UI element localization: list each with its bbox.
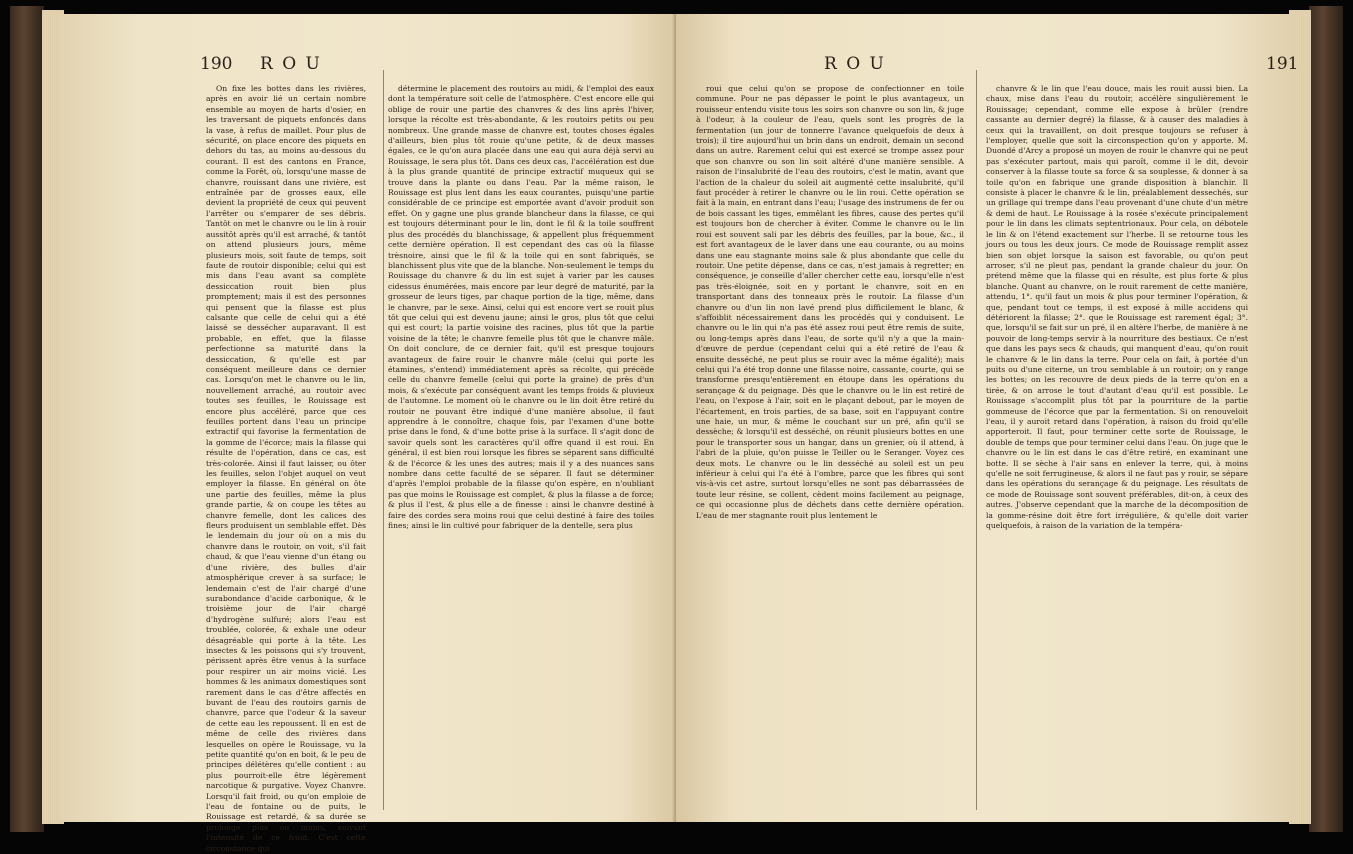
book-cover-right — [1309, 6, 1343, 832]
left-page-column-area — [60, 14, 378, 853]
book-cover-left — [10, 6, 44, 832]
column-text: On fixe les bottes dans les rivières, après en avoir lié un certain nombre ensemble au moyen de harts d'osier, en les traversant de piquets enfoncés dans la vase, à refus de maillet. Pour plus de sécurité, on place encore des piquets en dehors du tas, au moins au-dessous du courant. Il est des cantons en France, comme la Forêt, où, lorsqu'une masse de chanvre, rouissant dans une rivière, est entraînée par de grosses eaux, elle devient la propriété de ceux qui peuvent l'arrêter ou s'emparer de ses débris. Tantôt on met le chanvre ou le lin à rouir aussitôt après qu'il est arraché, & tantôt on attend plusieurs jours, même plusieurs mois, soit faute de temps, soit faute de routoir disponible; celui qui est mis dans l'eau avant sa complète dessiccation rouit bien plus promptement; mais il est des personnes qui pensent que la filasse est plus calsante que celle de celui qui a été laissé se dessécher auparavant. Il est probable, en effet, que la filasse perfectionne sa maturité dans la dessiccation, & qu'elle est par conséquent meilleure dans ce dernier cas. Lorsqu'on met le chanvre ou le lin, nouvellement arraché, au routoir avec toutes ses feuilles, le Rouissage est encore plus accéléré, parce que ces feuilles portent dans l'eau un principe extractif qui favorise la fermentation de la gomme de l'écorce; mais la filasse qui résulte de l'opération, dans ce cas, est très-colorée. Ainsi il faut laisser, ou ôter les feuilles, selon l'objet auquel on veut employer la filasse. En général on ôte une partie des feuilles, même la plus grande partie, & on coupe les têtes au chanvre femelle, dont les calices des fleurs produisent un semblable effet. Dès le lendemain du jour où on a mis du chanvre dans le routoir, on voit, s'il fait chaud, & que l'eau vienne d'un étang ou d'une rivière, des bulles d'air atmosphérique crever à sa surface; le lendemain c'est de l'air chargé d'une surabondance d'acide carbonique, & le troisième jour de l'air chargé d'hydrogène sulfuré; alors l'eau est troublée, colorée, & exhale une odeur désagréable qui porte à la tête. Les insectes & les poissons qui s'y trouvent, périssent après être venus à la surface pour respirer un air moins vicié. Les hommes & les animaux domestiques sont rarement dans le cas d'être affectés en buvant de l'eau des routoirs garnis de chanvre, parce que l'odeur & la saveur de cette eau les repoussent. Il en est de même de celle des rivières dans lesquelles on opère le Rouissage, vu la petite quantité qu'on en boit, & le peu de principes délétères qu'elle contient : au plus pourroit-elle être légèrement narcotique & purgative. Voyez Chanvre. Lorsqu'il fait froid, ou qu'on emploie de l'eau de fontaine ou de puits, le Rouissage est retardé, & sa durée se prolonge plus ou moins, suivant l'intensité de ce froid. C'est cette circonstance qui — [206, 84, 366, 853]
column-text: roui que celui qu'on se propose de confectionner en toile commune. Pour ne pas dépasser le point le plus avantageux, un rouisseur entendu visite tous les soirs son chanvre ou son lin, & juge à l'odeur, à la couleur de l'eau, quels sont les progrès de la fermentation (un jour de tonnerre l'avance quelquefois de deux à trois); il tire aujourd'hui un brin dans un endroit, demain un second dans un autre. Rarement celui qui est exercé se trompe assez pour que son chanvre ou son lin soit altéré d'une manière sensible. A raison de l'insalubrité de l'eau des routoirs, c'est le matin, avant que l'action de la chaleur du soleil ait augmenté cette insalubrité, qu'il faut procéder à retirer le chanvre ou le lin roui. Cette opération se fait à la main, en entrant dans l'eau; l'usage des instrumens de fer ou de bois cassant les tiges, emmêlant les fibres, cause des pertes qu'il est toujours bon de chercher à éviter. Comme le chanvre ou le lin roui est souvent sali par les débris des feuilles, par la boue, &c., il est fort avantageux de le laver dans une eau courante, ou au moins dans une eau stagnante moins sale & plus abondante que celle du routoir. Une petite dépense, dans ce cas, n'est jamais à regretter; en conséquence, je conseille d'aller chercher cette eau, lorsqu'elle n'est pas très-éloignée, soit en y portant le chanvre, soit en en transportant dans des tonneaux près le routoir. La filasse d'un chanvre ou d'un lin non lavé prend plus difficilement le blanc, & s'affoiblit nécessairement dans les procédés qui y conduisent. Le chanvre ou le lin qui n'a pas été assez roui peut être remis de suite, ou long-temps après dans l'eau, de sorte qu'il n'y a que la main-d'œuvre de perdue (cependant celui qui a été retiré de l'eau & ensuite desséché, ne peut plus se rouir avec la même égalité); mais celui qui l'a été trop donne une filasse noire, cassante, courte, qui se transforme presqu'entièrement en étoupe dans les opérations du serançage & du peignage. Dès que le chanvre ou le lin est retiré de l'eau, on l'expose à l'air, soit en le plaçant debout, par le moyen de l'écartement, en trois parties, de sa base, soit en l'appuyant contre une haie, un mur, & même le couchant sur un pré, afin qu'il se dessèche; & lorsqu'il est desséché, on réunit plusieurs bottes en une pour le transporter sous un hangar, dans un grenier, où il attend, à l'abri de la pluie, qu'on puisse le Teiller ou le Seranger. Voyez ces deux mots. Le chanvre ou le lin desséché au soleil est un peu inférieur à celui qui l'a été à l'ombre, parce que les fibres qui sont vis-à-vis cet astre, surtout lorsqu'elles ne sont pas débarrassées de toute leur résine, se collent, cèdent moins facilement au peignage, ce qui occasionne plus de déchets dans cette dernière opération. L'eau de mer stagnante rouit plus lentement le — [696, 84, 964, 520]
right-page-column-2 — [986, 84, 1248, 531]
right-page-number: 191 — [1266, 54, 1299, 74]
left-page-header: R O U — [260, 54, 322, 74]
right-page-column-1 — [696, 84, 964, 521]
right-page-column-area — [676, 14, 976, 822]
right-page-column-area-2 — [976, 14, 1299, 822]
left-page-column-1 — [206, 84, 366, 854]
column-text: chanvre & le lin que l'eau douce, mais les rouit aussi bien. La chaux, mise dans l'eau du routoir, accélère singulièrement le Rouissage; cependant, comme elle expose à brûler (rendre cassante au dernier degré) la filasse, & à causer des maladies à ceux qui la travaillent, on doit presque toujours se refuser à l'employer, quelle que soit la circonspection qu'on y apporte. M. Duondé d'Arcy a proposé un moyen de rouir le chanvre qui ne peut pas s'exécuter partout, mais qui paroît, comme il le dit, devoir conserver à la filasse toute sa force & sa souplesse, & donner à sa toile qu'on en fabrique une grande disposition à blanchir. Il consiste à placer le chanvre & le lin, préalablement dessechés, sur un grillage qui trempe dans l'eau provenant d'une chute d'un mètre & demi de haut. Le Rouissage à la rosée s'exécute principalement pour le lin dans les climats septentrionaux. Pour cela, on débotele le lin & on l'étend exactement sur l'herbe. Il se retourne tous les jours ou tous les deux jours. Ce mode de Rouissage remplit assez bien son objet lorsque la saison est favorable, ou qu'on peut arroser, s'il ne pleut pas, pendant la grande chaleur du jour. On prétend même que la filasse qui en résulte, est plus forte & plus blanche. Quant au chanvre, on le rouit rarement de cette manière, attendu, 1°. qu'il faut un mois & plus pour terminer l'opération, & que, pendant tout ce temps, il est exposé à mille accidens qui détériorent la filasse; 2°. que le Rouissage est rarement égal; 3°. que, lorsqu'il se fait sur un pré, il en altère l'herbe, de manière à ne pouvoir de long-temps servir à la nourriture des bestiaux. Ce n'est que dans les pays secs & chauds, qui manquent d'eau, qu'on rouit le chanvre & le lin dans la terre. Pour cela on fait, à portée d'un puits ou d'une citerne, un trou semblable à un routoir; on y range les bottes; on les recouvre de deux pieds de la terre qu'on en a tirée, & on arrose le tout d'autant d'eau qu'il est possible. Le Rouissage s'accomplit plus tôt par la pourriture de la partie gommeuse de l'écorce que par la fermentation. Si on renouveloit l'eau, il y auroit retard dans l'opération, à raison du froid qu'elle apporteroit. Il faut, pour terminer cette sorte de Rouissage, le double de temps que pour terminer celui dans l'eau. On juge que le chanvre ou le lin est dans le cas d'être retiré, en examinant une botte. Il se sèche à l'air sans en enlever la terre, qui, à moins qu'elle ne soit ferrugineuse, & alors il ne faut pas y rouir, se sépare dans les opérations du serançage & du peignage. Les résultats de ce mode de Rouissage sont souvent préférables, dit-on, à ceux des autres. J'observe cependant que la marche de la décomposition de la gomme-résine doit être fort irrégulière, & qu'elle doit varier quelquefois, à raison de la variation de la tempéra- — [986, 84, 1248, 531]
left-page-column-area-2 — [378, 14, 676, 822]
right-page-header: R O U — [824, 54, 886, 74]
column-rule-left — [383, 70, 384, 810]
column-text: détermine le placement des routoirs au midi, & l'emploi des eaux dont la température soit celle de l'atmosphère. C'est encore elle qui oblige de rouir une partie des chanvres & des lins après l'hiver, lorsque la récolte est très-abondante, & les routoirs petits ou peu nombreux. Une grande masse de chanvre est, toutes choses égales d'ailleurs, bien plus tôt rouie qu'une petite, & de deux masses égales, ce le qu'on aura placée dans une eau qui aura déjà servi au Rouissage, le sera plus tôt. Dans ces deux cas, l'accélération est due à la plus grande quantité de principe extractif muqueux qui se trouve dans la plante ou dans l'eau. Par la même raison, le Rouissage est plus lent dans les eaux courantes, puisqu'une partie considérable de ce principe est emportée avant d'avoir produit son effet. On y gagne une plus grande blancheur dans la filasse, ce qui est toujours déterminant pour le lin, dont le fil & la toile souffrent plus des procédés du blanchissage, & appellent plus fréquemment cette dernière opération. Il est cependant des cas où la filasse trèsnoire, ainsi que le fil & la toile qui en sont fabriqués, se blanchissent plus vite que de la blanche. Non-seulement le temps du Rouissage du chanvre & du lin est sujet à varier par les causes cidessus énumérées, mais encore par leur degré de maturité, par la grosseur de leurs tiges, par chaque portion de la tige, même, dans le chanvre, par le sexe. Ainsi, celui qui est encore vert se rouit plus tôt que celui qui est devenu jaune; ainsi le gros, plus tôt que celui qui est court; la partie voisine des racines, plus tôt que la partie voisine de la tête; le chanvre femelle plus tôt que le chanvre mâle. On doit conclure, de ce dernier fait, qu'il est presque toujours avantageux de faire rouir le chanvre mâle (celui qui porte les étamines, s'entend) immédiatement après sa récolte, qui précède celle du chanvre femelle (celui qui porte la graine) de près d'un mois, & s'exécute par conséquent avant les temps froids & pluvieux de l'automne. Le moment où le chanvre ou le lin doit être retiré du routoir ne pouvant être indiqué d'une manière absolue, il faut apprendre à le connoître, chaque fois, par l'examen d'une botte prise dans le fond, & d'une botte prise à la surface. Il s'agit donc de savoir quels sont les caractères qu'il offre quand il est roui. En général, il est bien roui lorsque les fibres se séparent sans difficulté & de l'écorce & les unes des autres; mais il y a des nuances sans nombre dans cette faculté de se séparer. Il faut se déterminer d'après l'emploi probable de la filasse qu'on espère, en n'oubliant pas que moins le Rouissage est complet, & plus la filasse a de force; & plus il l'est, & plus elle a de finesse : ainsi le chanvre destiné à faire des cordes sera moins roui que celui destiné à faire des toiles fines; ainsi le lin cultivé pour fabriquer de la dentelle, sera plus — [388, 84, 654, 531]
left-page-number: 190 — [200, 54, 233, 74]
left-page-column-2 — [388, 84, 654, 531]
column-rule-right — [976, 70, 977, 810]
